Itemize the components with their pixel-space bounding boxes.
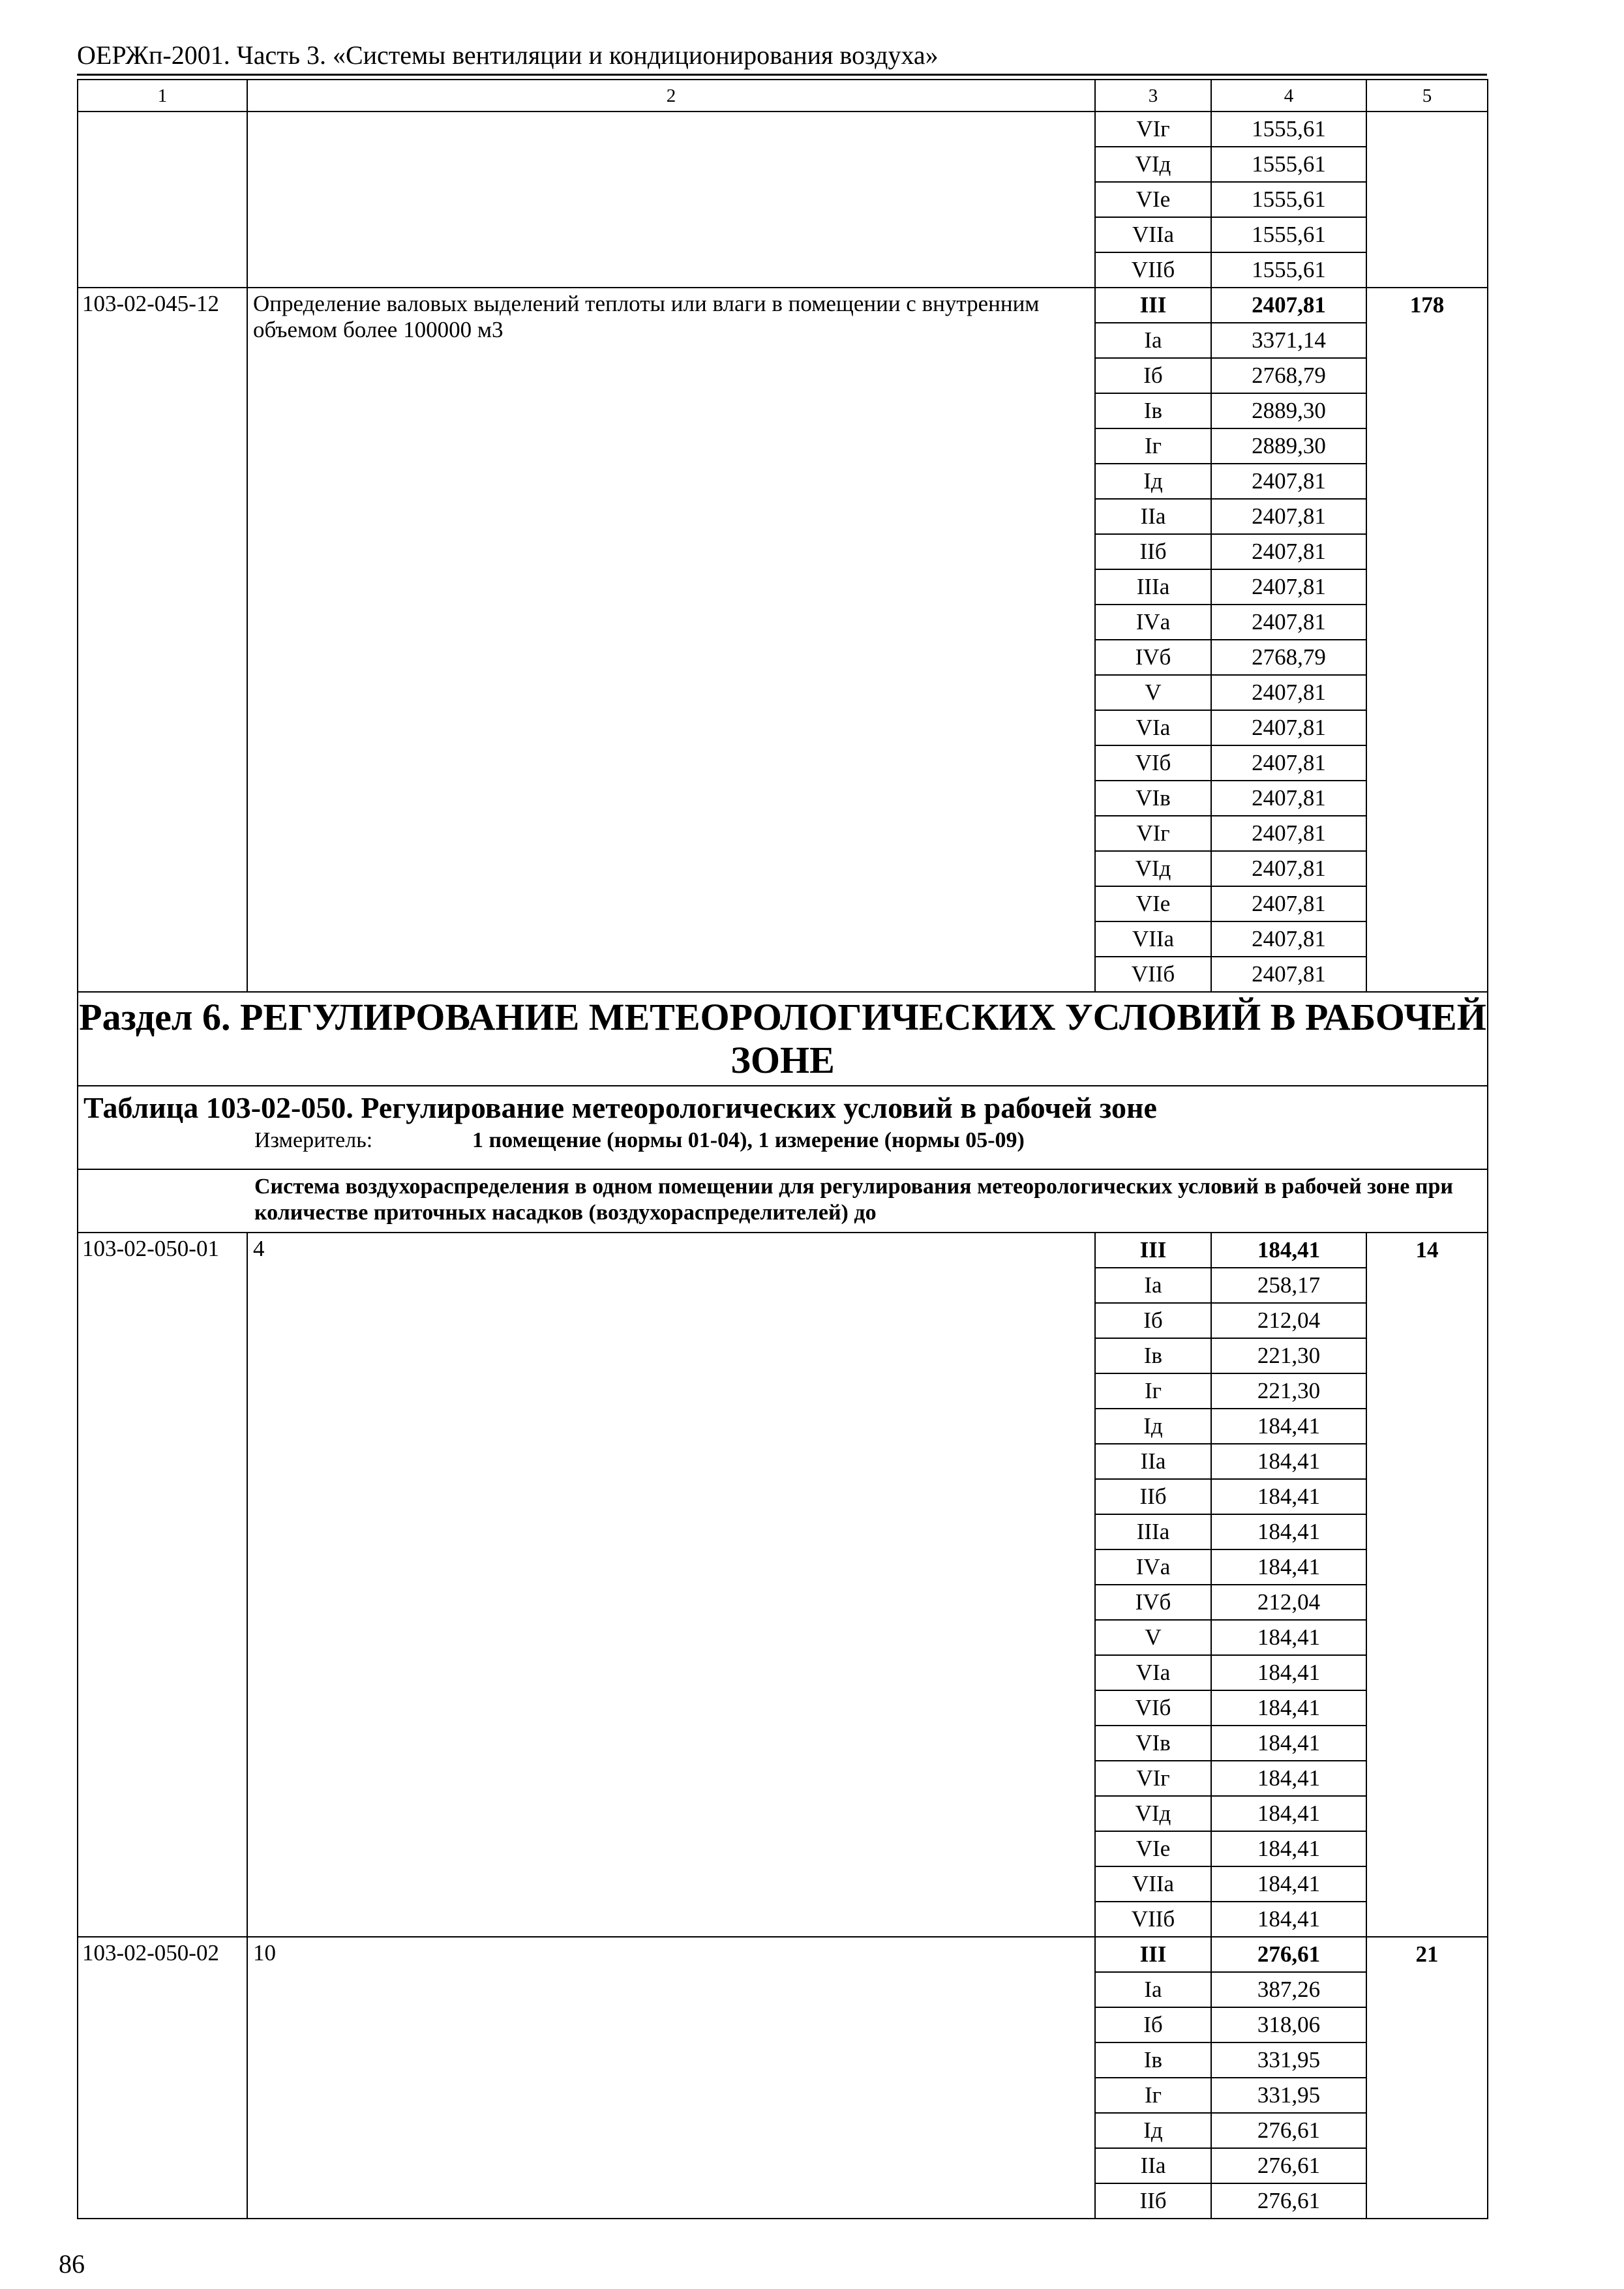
zone-row (78, 1937, 1488, 1972)
zone-cell: IVа (1095, 1549, 1211, 1585)
page-header-title: ОЕРЖп-2001. Часть 3. «Системы вентиляции и кондиционирования воздуха» (77, 40, 939, 70)
rate-value-cell: 184,41 (1211, 1690, 1366, 1726)
zone-cell: Iд (1095, 464, 1211, 499)
zone-cell: VIIб (1095, 252, 1211, 288)
rate-value-cell: 2407,81 (1211, 534, 1366, 569)
code-cell-empty (78, 112, 247, 288)
labor-cell-empty (1366, 112, 1488, 288)
zone-cell: Iг (1095, 428, 1211, 464)
table-header-cell (78, 1086, 1488, 1169)
rate-value-cell: 184,41 (1211, 1479, 1366, 1514)
zone-cell: Iб (1095, 1303, 1211, 1338)
zone-cell: Iа (1095, 1268, 1211, 1303)
rate-value-cell: 1555,61 (1211, 182, 1366, 217)
zone-cell: Iг (1095, 1373, 1211, 1409)
header-rule (77, 74, 1487, 76)
rate-value-cell: 3371,14 (1211, 323, 1366, 358)
zone-cell: VIв (1095, 1726, 1211, 1761)
zone-cell: VIа (1095, 710, 1211, 745)
zone-cell: IIб (1095, 534, 1211, 569)
rate-value-cell: 184,41 (1211, 1620, 1366, 1655)
zone-cell: Iб (1095, 2007, 1211, 2042)
zone-cell: Iа (1095, 1972, 1211, 2007)
rate-value-cell: 212,04 (1211, 1303, 1366, 1338)
norm-code: 103-02-045-12 (78, 288, 247, 992)
zone-cell: VIIа (1095, 217, 1211, 252)
rate-value-cell: 2407,81 (1211, 675, 1366, 710)
rate-value-cell: 2407,81 (1211, 781, 1366, 816)
rates-table (77, 79, 1488, 2219)
rate-value-cell: 276,61 (1211, 2183, 1366, 2219)
zone-cell: IIб (1095, 2183, 1211, 2219)
zone-cell: VIг (1095, 816, 1211, 851)
zone-cell: IIа (1095, 499, 1211, 534)
zone-cell: Iв (1095, 2042, 1211, 2078)
zone-cell: III (1095, 288, 1211, 323)
column-number-3: 3 (1095, 80, 1211, 112)
zone-cell: Iд (1095, 2113, 1211, 2148)
rate-value-cell: 221,30 (1211, 1338, 1366, 1373)
zone-cell: Iг (1095, 2078, 1211, 2113)
zone-cell: VIв (1095, 781, 1211, 816)
zone-cell: VIб (1095, 1690, 1211, 1726)
measurer-label: Измеритель: (254, 1128, 373, 1152)
zone-cell: VIIб (1095, 957, 1211, 992)
rate-value-cell: 184,41 (1211, 1726, 1366, 1761)
measurer-value: 1 помещение (нормы 01-04), 1 измерение (нормы 05-09) (472, 1128, 1025, 1152)
zone-cell: VIг (1095, 112, 1211, 147)
labor-cost: 21 (1366, 1937, 1488, 2219)
rate-value-cell: 2407,81 (1211, 288, 1366, 323)
rate-value-cell: 331,95 (1211, 2078, 1366, 2113)
rate-value-cell: 2407,81 (1211, 921, 1366, 957)
rate-value-cell: 1555,61 (1211, 217, 1366, 252)
description-cell-empty (247, 112, 1095, 288)
labor-cost: 178 (1366, 288, 1488, 992)
zone-cell: Iб (1095, 358, 1211, 393)
zone-cell: Iв (1095, 393, 1211, 428)
rate-value-cell: 2407,81 (1211, 464, 1366, 499)
labor-cost: 14 (1366, 1233, 1488, 1937)
rate-value-cell: 2768,79 (1211, 358, 1366, 393)
norm-code: 103-02-050-01 (78, 1233, 247, 1937)
rate-value-cell: 318,06 (1211, 2007, 1366, 2042)
zone-cell: IVб (1095, 640, 1211, 675)
rate-value-cell: 2407,81 (1211, 605, 1366, 640)
zone-cell: VIг (1095, 1761, 1211, 1796)
zone-cell: Iа (1095, 323, 1211, 358)
zone-cell: VIб (1095, 745, 1211, 781)
zone-cell: VIд (1095, 851, 1211, 886)
zone-cell: IIIа (1095, 569, 1211, 605)
column-number-row (78, 80, 1488, 112)
rate-value-cell: 2407,81 (1211, 957, 1366, 992)
rate-value-cell: 2889,30 (1211, 393, 1366, 428)
zone-row (78, 1233, 1488, 1268)
rate-value-cell: 2768,79 (1211, 640, 1366, 675)
norm-description: Определение валовых выделений теплоты или влаги в помещении с внутренним объемом более 100000 м3 (247, 288, 1095, 992)
rate-value-cell: 212,04 (1211, 1585, 1366, 1620)
column-number-4: 4 (1211, 80, 1366, 112)
rate-value-cell: 2889,30 (1211, 428, 1366, 464)
column-number-1: 1 (78, 80, 247, 112)
rate-value-cell: 1555,61 (1211, 252, 1366, 288)
table-header-row (78, 1086, 1488, 1169)
rate-value-cell: 184,41 (1211, 1409, 1366, 1444)
zone-cell: V (1095, 1620, 1211, 1655)
norm-code: 103-02-050-02 (78, 1937, 247, 2219)
rate-value-cell: 2407,81 (1211, 851, 1366, 886)
zone-cell: IIIа (1095, 1514, 1211, 1549)
rate-value-cell: 387,26 (1211, 1972, 1366, 2007)
system-description: Система воздухораспределения в одном помещении для регулирования метеорологических условий в рабочей зоне при количестве приточных насадков (воздухораспределителей) до (78, 1169, 1488, 1233)
zone-cell: VIе (1095, 182, 1211, 217)
zone-cell: IIа (1095, 1444, 1211, 1479)
zone-cell: VIIа (1095, 921, 1211, 957)
zone-row (78, 112, 1488, 147)
zone-cell: VIа (1095, 1655, 1211, 1690)
zone-cell: IIб (1095, 1479, 1211, 1514)
page-number: 86 (59, 2249, 85, 2279)
norm-description: 10 (247, 1937, 1095, 2219)
zone-cell: VIд (1095, 147, 1211, 182)
zone-cell: III (1095, 1937, 1211, 1972)
rate-value-cell: 184,41 (1211, 1549, 1366, 1585)
system-description-row (78, 1169, 1488, 1233)
rate-value-cell: 221,30 (1211, 1373, 1366, 1409)
zone-cell: VIе (1095, 886, 1211, 921)
column-number-2: 2 (247, 80, 1095, 112)
norm-description: 4 (247, 1233, 1095, 1937)
table-title: Таблица 103-02-050. Регулирование метеорологических условий в рабочей зоне (83, 1091, 1157, 1124)
zone-cell: VIд (1095, 1796, 1211, 1831)
rate-value-cell: 2407,81 (1211, 499, 1366, 534)
zone-cell: IVб (1095, 1585, 1211, 1620)
rate-value-cell: 2407,81 (1211, 886, 1366, 921)
rate-value-cell: 184,41 (1211, 1514, 1366, 1549)
rate-value-cell: 184,41 (1211, 1761, 1366, 1796)
rate-value-cell: 276,61 (1211, 2148, 1366, 2183)
zone-cell: III (1095, 1233, 1211, 1268)
zone-row (78, 288, 1488, 323)
section-title: Раздел 6. РЕГУЛИРОВАНИЕ МЕТЕОРОЛОГИЧЕСКИХ УСЛОВИЙ В РАБОЧЕЙ ЗОНЕ (78, 992, 1488, 1086)
rate-value-cell: 1555,61 (1211, 112, 1366, 147)
rate-value-cell: 184,41 (1211, 1796, 1366, 1831)
rate-value-cell: 331,95 (1211, 2042, 1366, 2078)
column-number-5: 5 (1366, 80, 1488, 112)
section-row (78, 992, 1488, 1086)
rate-value-cell: 258,17 (1211, 1268, 1366, 1303)
zone-cell: Iв (1095, 1338, 1211, 1373)
rate-value-cell: 2407,81 (1211, 745, 1366, 781)
rate-value-cell: 184,41 (1211, 1831, 1366, 1866)
rate-value-cell: 276,61 (1211, 1937, 1366, 1972)
rate-value-cell: 184,41 (1211, 1902, 1366, 1937)
zone-cell: IIа (1095, 2148, 1211, 2183)
measurer-line (83, 1127, 1482, 1154)
rate-value-cell: 184,41 (1211, 1655, 1366, 1690)
zone-cell: VIIб (1095, 1902, 1211, 1937)
zone-cell: VIIа (1095, 1866, 1211, 1902)
rate-value-cell: 184,41 (1211, 1444, 1366, 1479)
zone-cell: IVа (1095, 605, 1211, 640)
zone-cell: VIе (1095, 1831, 1211, 1866)
rate-value-cell: 2407,81 (1211, 710, 1366, 745)
rate-value-cell: 2407,81 (1211, 569, 1366, 605)
rate-value-cell: 276,61 (1211, 2113, 1366, 2148)
rate-value-cell: 184,41 (1211, 1233, 1366, 1268)
rate-value-cell: 1555,61 (1211, 147, 1366, 182)
zone-cell: Iд (1095, 1409, 1211, 1444)
rate-value-cell: 2407,81 (1211, 816, 1366, 851)
rate-value-cell: 184,41 (1211, 1866, 1366, 1902)
zone-cell: V (1095, 675, 1211, 710)
